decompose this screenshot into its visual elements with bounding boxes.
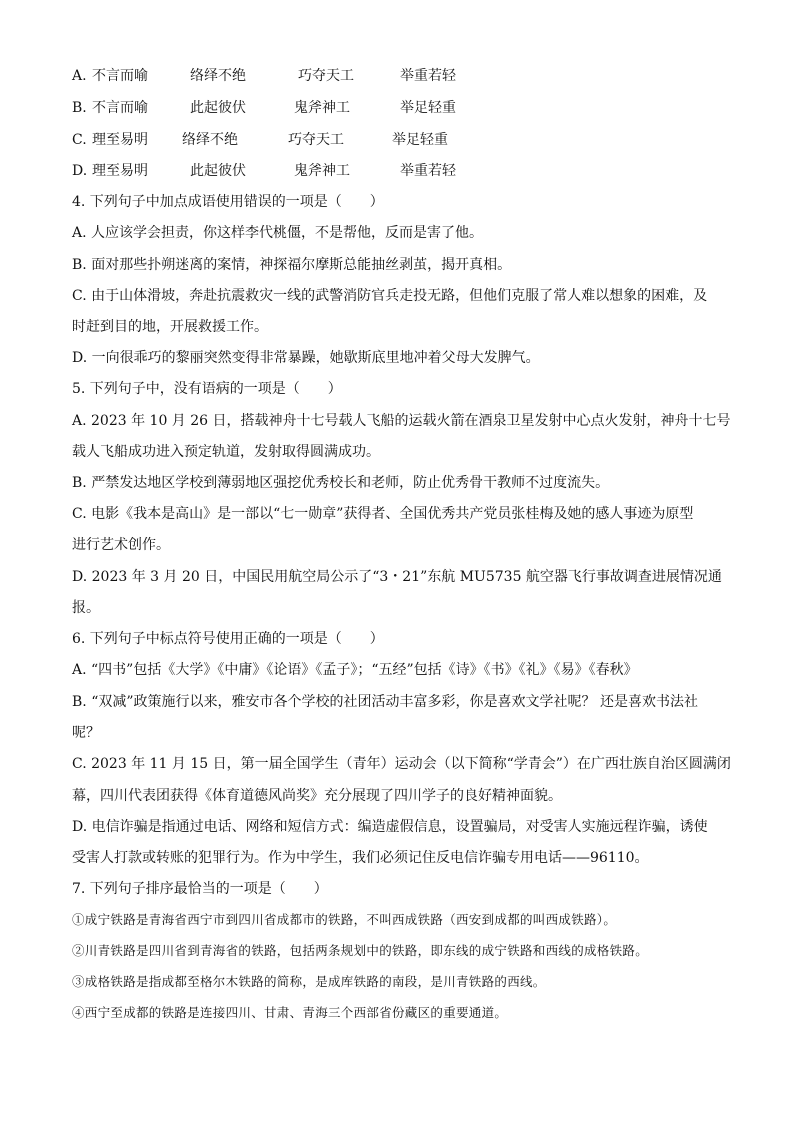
option-label: D. — [72, 163, 88, 179]
option-item: 举重若轻 — [400, 68, 456, 84]
q6-option-b-line2: 呢？ — [72, 725, 100, 741]
q4-option-d: D. 一向很乖巧的黎丽突然变得非常暴躁，她歇斯底里地冲着父母大发脾气。 — [72, 350, 540, 366]
q6-option-d-line1: D. 电信诈骗是指通过电话、网络和短信方式：编造虚假信息，设置骗局，对受害人实施远程诈骗，诱使 — [72, 819, 708, 835]
q5-option-a-line1: A. 2023 年 10 月 26 日，搭载神舟十七号载人飞船的运载火箭在酒泉卫星发射中心点火发射，神舟十七号 — [72, 413, 731, 429]
q7-sentence-4: ④西宁至成都的铁路是连接四川、甘肃、青海三个西部省份藏区的重要通道。 — [72, 1005, 508, 1020]
option-item: 举重若轻 — [400, 163, 456, 179]
q5-option-c-line2: 进行艺术创作。 — [72, 537, 170, 553]
q4-stem: 4. 下列句子中加点成语使用错误的一项是（ ） — [72, 194, 384, 210]
q6-stem: 6. 下列句子中标点符号使用正确的一项是（ ） — [72, 631, 384, 647]
q4-option-c-line2: 时赶到目的地，开展救援工作。 — [72, 319, 268, 335]
q5-option-c-line1: C. 电影《我本是高山》是一部以“七一勋章”获得者、全国优秀共产党员张桂梅及她的感人事迹为原型 — [72, 506, 694, 522]
q5-option-b: B. 严禁发达地区学校到薄弱地区强挖优秀校长和老师，防止优秀骨干教师不过度流失。 — [72, 475, 610, 491]
q6-option-c-line1: C. 2023 年 11 月 15 日，第一届全国学生（青年）运动会（以下简称“学青会”）在广西壮族自治区圆满闭 — [72, 756, 731, 772]
option-item: 理至易明 — [92, 132, 148, 148]
option-label: C. — [72, 132, 87, 148]
option-item: 络绎不绝 — [190, 68, 246, 84]
option-label: B. — [72, 100, 87, 116]
q5-stem: 5. 下列句子中，没有语病的一项是（ ） — [72, 381, 342, 397]
option-item: 此起彼伏 — [190, 163, 246, 179]
q6-option-b-line1: B. “双减”政策施行以来，雅安市各个学校的社团活动丰富多彩，你是喜欢文学社呢？ 还是喜欢书法社 — [72, 694, 698, 710]
option-item: 不言而喻 — [92, 100, 148, 116]
q4-option-b: B. 面对那些扑朔迷离的案情，神探福尔摩斯总能抽丝剥茧，揭开真相。 — [72, 257, 512, 273]
q6-option-a: A. “四书”包括《大学》《中庸》《论语》《孟子》；“五经”包括《诗》《书》《礼》《易》《春秋》 — [72, 662, 638, 678]
option-item: 不言而喻 — [92, 68, 148, 84]
option-item: 举足轻重 — [400, 100, 456, 116]
q5-option-d-line2: 报。 — [72, 600, 100, 616]
q7-sentence-3: ③成格铁路是指成都至格尔木铁路的简称，是成库铁路的南段，是川青铁路的西线。 — [72, 974, 546, 989]
q5-option-d-line1: D. 2023 年 3 月 20 日，中国民用航空局公示了“3・21”东航 MU5735 航空器飞行事故调查进展情况通 — [72, 569, 722, 585]
option-item: 巧夺天工 — [298, 68, 354, 84]
option-item: 此起彼伏 — [190, 100, 246, 116]
q4-option-c-line1: C. 由于山体滑坡，奔赴抗震救灾一线的武警消防官兵走投无路，但他们克服了常人难以想象的困难，及 — [72, 288, 708, 304]
option-item: 理至易明 — [92, 163, 148, 179]
option-item: 鬼斧神工 — [294, 163, 350, 179]
option-label: A. — [72, 68, 87, 84]
q4-option-a: A. 人应该学会担责，你这样李代桃僵，不是帮他，反而是害了他。 — [72, 225, 484, 241]
option-item: 鬼斧神工 — [294, 100, 350, 116]
option-item: 巧夺天工 — [288, 132, 344, 148]
q7-stem: 7. 下列句子排序最恰当的一项是（ ） — [72, 881, 328, 897]
q6-option-c-line2: 幕，四川代表团获得《体育道德风尚奖》充分展现了四川学子的良好精神面貌。 — [72, 788, 562, 804]
q5-option-a-line2: 载人飞船成功进入预定轨道，发射取得圆满成功。 — [72, 444, 380, 460]
option-item: 举足轻重 — [392, 132, 448, 148]
q6-option-d-line2: 受害人打款或转账的犯罪行为。作为中学生，我们必须记住反电信诈骗专用电话——96110。 — [72, 850, 649, 866]
q7-sentence-1: ①成宁铁路是青海省西宁市到四川省成都市的铁路，不叫西成铁路（西安到成都的叫西成铁路）。 — [72, 912, 617, 927]
option-item: 络绎不绝 — [182, 132, 238, 148]
q7-sentence-2: ②川青铁路是四川省到青海省的铁路，包括两条规划中的铁路，即东线的成宁铁路和西线的成格铁路。 — [72, 943, 649, 958]
